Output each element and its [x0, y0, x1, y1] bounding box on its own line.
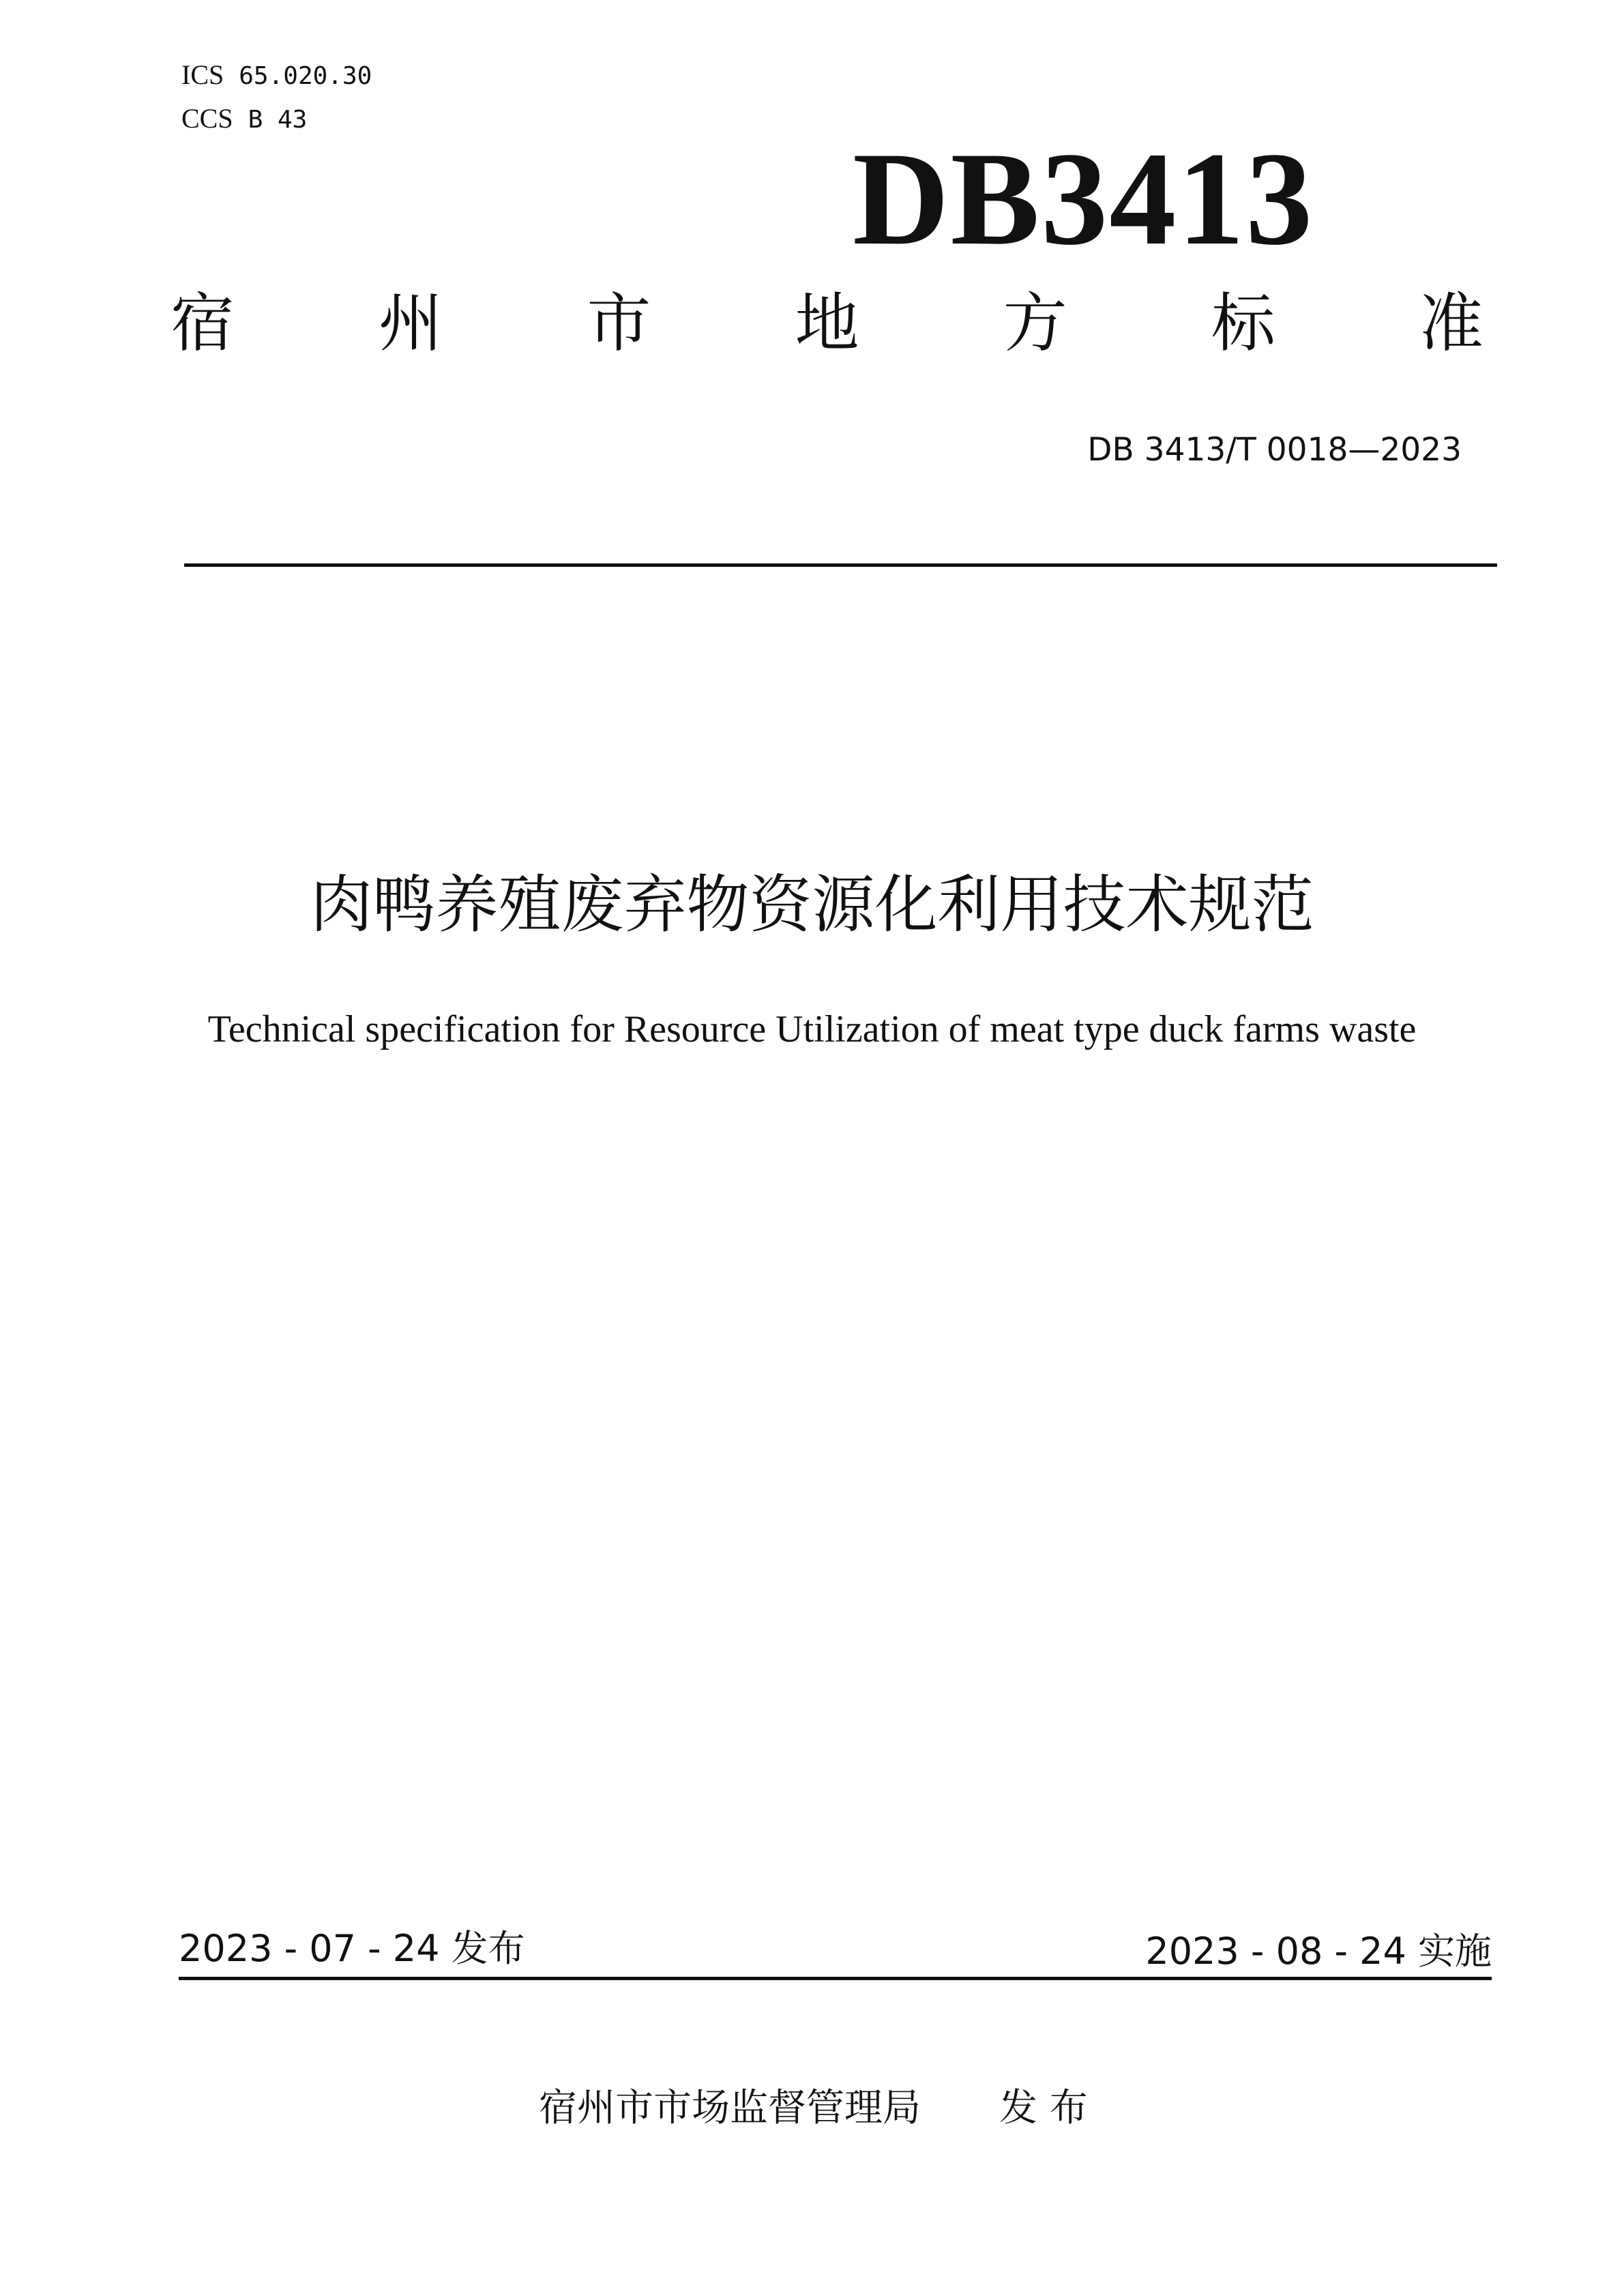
document-title-en: Technical specification for Resource Utilization of meat type duck farms waste: [207, 1008, 1417, 1050]
standard-category-char: 宿: [171, 286, 235, 361]
standard-category-char: 地: [795, 286, 859, 361]
ics-code: [181, 59, 372, 93]
standard-number: DB 3413/T 0018—2023: [1087, 431, 1462, 469]
standard-code: DB3413: [853, 125, 1314, 273]
header-rule: [184, 563, 1497, 567]
ccs-label: CCS: [181, 103, 233, 134]
issue-action: 发 布: [999, 2086, 1088, 2130]
ics-label: ICS: [181, 59, 224, 90]
standard-category: [171, 286, 1483, 362]
standard-category-char: 州: [379, 286, 443, 361]
standard-category-char: 标: [1211, 286, 1275, 361]
footer-rule: [179, 1977, 1492, 1980]
ccs-value: B 43: [248, 106, 308, 134]
ics-value: 65.020.30: [239, 62, 372, 90]
standard-category-char: 市: [587, 286, 651, 361]
standard-category-char: 准: [1419, 286, 1483, 361]
standard-category-char: 方: [1003, 286, 1067, 361]
ccs-code: [181, 102, 307, 136]
document-title-cn: 肉鸭养殖废弃物资源化利用技术规范: [310, 868, 1314, 941]
issuing-authority: 宿州市市场监督管理局: [539, 2086, 921, 2130]
publish-date: 2023 - 07 - 24 发布: [179, 1927, 525, 1970]
implement-date: 2023 - 08 - 24 实施: [1145, 1930, 1492, 1973]
